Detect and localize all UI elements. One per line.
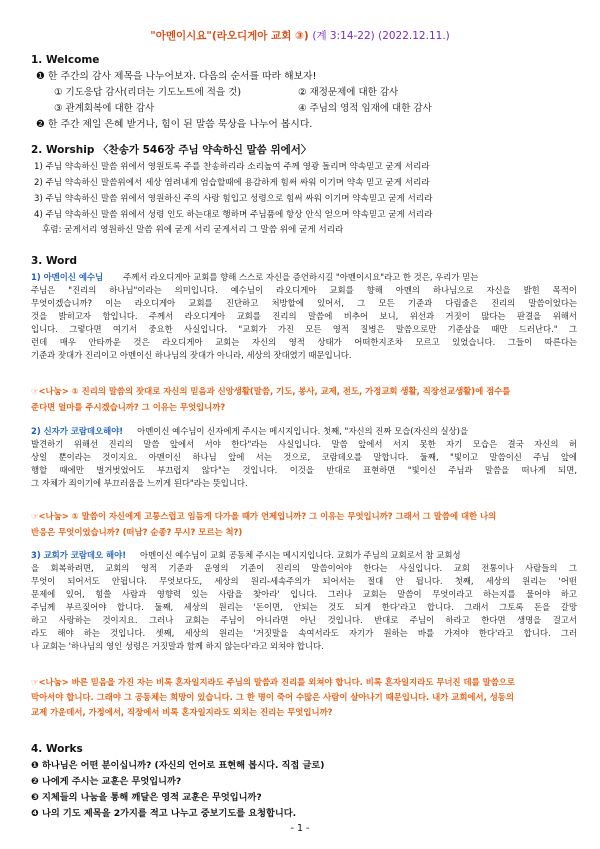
title-main: "아멘이시요": [150, 30, 212, 42]
word-subtitle-3: 3) 교회가 코람데오 해야!: [31, 550, 127, 560]
hymn-chorus: 후렴: 굳게서리 영원하신 말씀 위에 굳게 서리 굳게서리 그 말씀 위에 굳게 서리라: [42, 225, 344, 235]
works-heading: 4. Works: [31, 743, 83, 755]
word-paragraph-3: 3) 교회가 코람데오 해야! 아멘이신 예수님이 교회 공동체 주시는 메시지입니다. 교회가 주님의 교회로서 참 교회성 을 회복하려면, 교회의 영적 기준과 운영의 기준이 진리의 말씀이어야 한다는 사실입니다. 교회 전통이나 사람들의 그 무엇이 되어서도 안됩니다. 무엇보다도, 세상의 원리-세속주의가 되어서는 절대 안 됩니다. 첫째, 세상의 원리는 '어떤 문제에 있어, 힘쓸 사람과 영향력 있는 사람을 찾아라' 입니다. 그러나 교회는 말씀이 무엇이라고 하는지를 물어야 하고 주님께 부르짖어야 합니다. 둘째, 세상의 원리는 '돈이면, 안되는 것도 되게 한다'라고 합니다. 그래서 그토록 돈을 갈망 하고 사랑하는 것이지요. 그러나 교회는 주님이 아니라면 아닌 것입니다. 반대로 주님이 하라고 한다면 생명을 걸고서 라도 해야 하는 것입니다. 셋째, 세상의 원리는 '거짓말을 속여서라도 자기가 원하는 바를 가져야 한다'라고 합니다. 그러 나 교회는 '하나님의 영인 성령은 거짓말과 함께 하지 않는다'라고 외쳐야 합니다.: [31, 550, 577, 651]
word-subtitle-2: 2) 신자가 코람데오해야!: [31, 426, 124, 436]
title-reference: (계 3:14-22) (2022.12.11.): [312, 30, 450, 42]
welcome-sub-1: ① 기도응답 감사(리더는 기도노트에 적을 것): [54, 87, 242, 98]
title-church: (라오디게아 교회 ③): [211, 30, 309, 42]
page-title: [0, 30, 600, 43]
sharing-question-1: ☞<나눔> ① 진리의 말씀의 잣대로 자신의 믿음과 신앙생활(말씀, 기도, 봉사, 교제, 전도, 가정교회 생활, 직장선교생활)에 점수를 준다면 얼마를 주시겠습니까? 그 이유는 무엇입니까?: [31, 386, 511, 412]
word-heading: 3. Word: [31, 255, 78, 267]
works-item-1: ❶ 하나님은 어떤 분이십니까? (자신의 언어로 표현해 봅시다. 직접 글로): [31, 760, 325, 771]
works-item-3: ❸ 지체들의 나눔을 통해 깨달은 영적 교훈은 무엇입니까?: [31, 792, 262, 803]
worship-heading: 2. Worship 〈찬송가 546장 주님 약속하신 말씀 위에서〉: [31, 144, 312, 156]
word-paragraph-2: 2) 신자가 코람데오해야! 아멘이신 예수님이 신자에게 주시는 메시지입니다. 첫째, "자신의 진짜 모습(자신의 실상)을 발견하기 위해선 진리의 말씀 앞에서 서야 한다"라는 사실입니다. 말씀 앞에서 서지 못한 자기 모습은 결국 자신의 허 상일 뿐이라는 것이지요. 아멘이신 하나님 앞에 서는 것으로, 코람데오를 말합니다. 둘째, "빛이고 말씀이신 주님 앞에 행할 때에만 벌거벗었어도 부끄럽지 않다"는 것입니다. 이것을 반대로 표현하면 "빛이신 주님과 말씀을 떠나게 되면, 그 자체가 죄이기에 부끄러움을 느끼게 된다"라는 뜻입니다.: [31, 426, 577, 488]
welcome-sub-2: ② 재정문제에 대한 감사: [298, 87, 399, 98]
hymn-verse-1: 1) 주님 약속하신 말씀 위에서 영원토록 주를 찬송하리라 소리높여 주께 영광 돌리며 약속믿고 굳게 서리라: [34, 162, 430, 172]
hymn-verse-2: 2) 주님 약속하신 말씀위에서 세상 염려내게 엄습할때에 용감하게 힘써 싸워 이기며 약속 믿고 굳게 서리라: [34, 178, 430, 188]
welcome-sub-3: ③ 관계회복에 대한 감사: [54, 103, 155, 114]
welcome-heading: 1. Welcome: [31, 54, 100, 66]
welcome-item-1: ❶ 한 주간의 감사 제목을 나누어보자. 다음의 순서를 따라 해보자!: [36, 71, 317, 82]
welcome-sub-4: ④ 주님의 영적 임재에 대한 감사: [298, 103, 432, 114]
word-paragraph-1: 1) 아멘이신 예수님 주께서 라오디게아 교회를 향해 스스로 자신을 증언하시길 "아멘이시요"라고 한 것은, 우리가 믿는 주님은 "진리의 하나님"이라는 의미입니다. 예수님이 라오디게아 교회를 향해 아멘의 하나님으로 자신을 밝힌 목적이 무엇이겠습니까? 이는 라오디게아 교회를 진단하고 처방할에 있어서, 그 모든 기준과 다림줄은 진리의 말씀이었다는 것을 밝히고자 함입니다. 주께서 라오디게아 교회를 진리의 말씀에 비추어 보니, 위선과 거짓이 많다는 판결을 위해서 입니다. 그렇다면 여기서 중요한 사실입니다. "교회가 가진 모든 영적 질병은 말씀으로만 기준삼을 때만 드러난다." 그 런데 매우 안타까운 것은 라오디게아 교회는 자신의 영적 상태가 어떠한지조차 모르고 있었습니다. 그들이 따른다는 기준과 잣대가 진리이고 아멘이신 하나님의 잣대가 아니라, 세상의 잣대였기 때문입니다.: [31, 272, 577, 360]
page-number: - 1 -: [290, 823, 310, 834]
hymn-verse-3: 3) 주님 약속하신 말씀 위에서 영원하신 주의 사랑 힘입고 성령으로 힘써 싸워 이기며 약속믿고 굳게 서리라: [34, 194, 433, 204]
welcome-item-2: ❷ 한 주간 제일 은혜 받거나, 힘이 된 말씀 묵상을 나누어 봅시다.: [36, 119, 313, 130]
works-item-2: ❷ 나에게 주시는 교훈은 무엇입니까?: [31, 776, 182, 787]
sharing-question-3: ☞<나눔> 바른 믿음을 가진 자는 비록 혼자일지라도 주님의 말씀과 진리를 외쳐야 합니다. 비록 혼자일지라도 무너진 데를 말씀으로 막아서야 합니다. 그래야 그 공동체는 희망이 있습니다. 그 한 명이 죽어 수많은 사람이 살아나기 때문입니다. 내가 교회에서, 성동의 교제 가운데서, 가정에서, 직장에서 비록 혼자일지라도 외치는 진리는 무엇입니까?: [31, 677, 515, 717]
word-subtitle-1: 1) 아멘이신 예수님: [31, 272, 104, 282]
hymn-verse-4: 4) 주님 약속하신 말씀 위에서 성령 인도 하는대로 행하며 주님품에 항상 안식 얻으며 약속믿고 굳게 서리라: [34, 210, 433, 220]
works-item-4: ❹ 나의 기도 제목을 2가지를 적고 나누고 중보기도를 요청합니다.: [31, 808, 297, 819]
sharing-question-2: ☞<나눔> ① 말씀이 자신에게 고통스럽고 임듬게 다가올 때가 언제입니까? 그 이유는 무엇입니까? 그래서 그 말씀에 대한 나의 반응은 무엇이었습니까? (떠남? 순종? 무시? 모르는 척?): [31, 511, 497, 537]
